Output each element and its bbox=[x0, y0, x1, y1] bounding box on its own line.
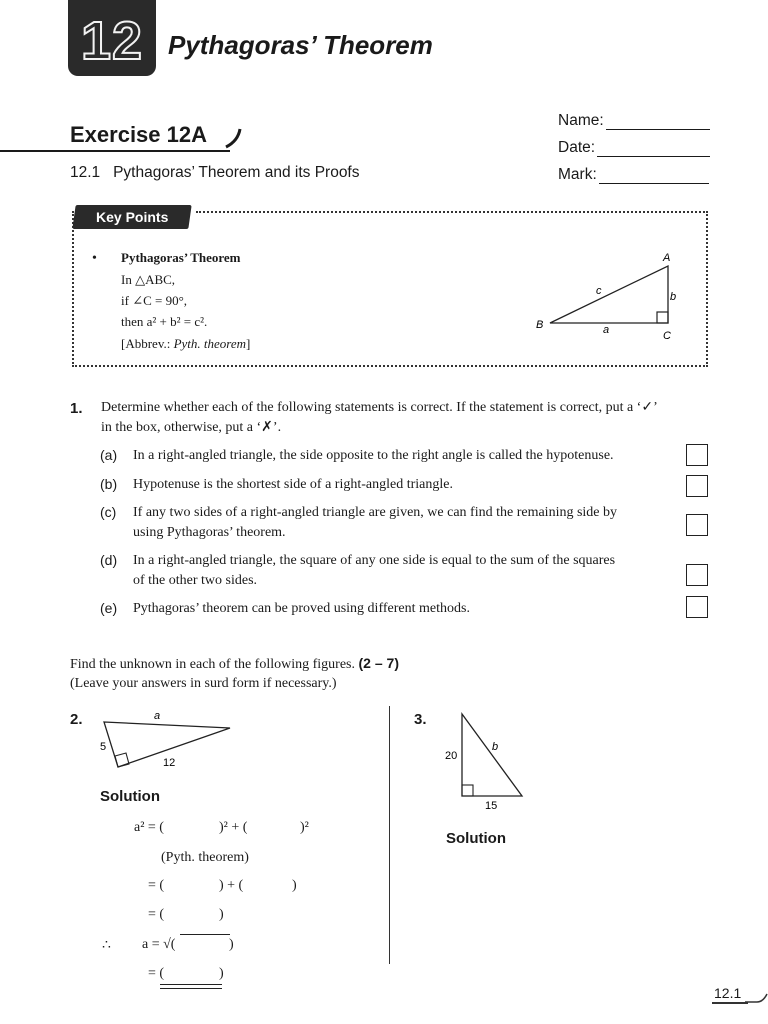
key-points-triangle-figure bbox=[532, 250, 692, 345]
question-2-triangle-figure bbox=[96, 706, 240, 774]
question-3-triangle-figure bbox=[440, 708, 530, 814]
key-point-line1: In △ABC, bbox=[121, 272, 176, 287]
answer-double-underline bbox=[160, 984, 222, 989]
part-c-label: (c) bbox=[100, 504, 117, 520]
right-angle-marker bbox=[657, 312, 668, 323]
part-d-text-line2: of the other two sides. bbox=[133, 573, 258, 588]
question-3-triangle-shape bbox=[462, 714, 522, 796]
solution-line1-end: )² bbox=[300, 820, 309, 835]
solution-line5-lhs: a = √( bbox=[142, 937, 176, 952]
key-points-bullet: • bbox=[92, 251, 97, 266]
question-2-number: 2. bbox=[70, 711, 83, 728]
part-b-text: Hypotenuse is the shortest side of a right-angled triangle. bbox=[133, 477, 453, 492]
part-b-answer-box[interactable] bbox=[686, 475, 708, 497]
question-3-side-20-label: 20 bbox=[445, 750, 458, 762]
mark-label: Mark: bbox=[558, 166, 597, 183]
mark-field[interactable] bbox=[558, 166, 709, 184]
question-1-line2: in the box, otherwise, put a ‘✗’. bbox=[101, 420, 282, 435]
key-points-label: Key Points bbox=[72, 205, 191, 229]
question-3-right-angle-marker bbox=[462, 785, 473, 796]
question-2-side-12-label: 12 bbox=[163, 757, 176, 769]
column-divider bbox=[389, 706, 390, 964]
solution-line1-lhs: a² = ( bbox=[134, 820, 164, 835]
instructions-line2: (Leave your answers in surd form if necessary.) bbox=[70, 676, 337, 691]
chapter-title: Pythagoras’ Theorem bbox=[168, 30, 433, 60]
sqrt-vinculum bbox=[180, 934, 230, 935]
solution-line2-note: (Pyth. theorem) bbox=[161, 850, 249, 865]
triangle-abc-shape bbox=[550, 266, 668, 323]
swoosh-decoration-icon bbox=[224, 127, 244, 149]
solution-line5-end: ) bbox=[229, 937, 234, 952]
solution-line3-lhs: = ( bbox=[148, 878, 165, 893]
name-blank[interactable] bbox=[606, 117, 710, 130]
part-e-text: Pythagoras’ theorem can be proved using different methods. bbox=[133, 601, 470, 616]
question-2-solution-title: Solution bbox=[100, 788, 160, 805]
side-c-label: c bbox=[596, 285, 602, 297]
question-1-line1: Determine whether each of the following statements is correct. If the statement is correct, put a ‘✓’ bbox=[101, 400, 658, 415]
part-e-label: (e) bbox=[100, 600, 118, 616]
key-point-line3: then a² + b² = c². bbox=[121, 314, 208, 329]
part-d-answer-box[interactable] bbox=[686, 564, 708, 586]
key-point-abbrev: [Abbrev.: Pyth. theorem] bbox=[121, 336, 251, 351]
date-field[interactable] bbox=[558, 139, 710, 157]
page-number: 12.1 bbox=[714, 985, 742, 1001]
part-b-label: (b) bbox=[100, 476, 118, 492]
solution-line3-mid: ) + ( bbox=[219, 878, 244, 893]
name-label: Name: bbox=[558, 112, 604, 129]
question-2-side-a-label: a bbox=[154, 710, 161, 722]
solution-line6-lhs: = ( bbox=[148, 966, 165, 981]
question-2-right-angle-marker bbox=[115, 753, 129, 767]
solution-therefore-symbol: ∴ bbox=[102, 938, 111, 953]
instructions-line1: Find the unknown in each of the following figures. (2 – 7) bbox=[70, 655, 399, 672]
vertex-b-label: B bbox=[536, 319, 544, 331]
question-3-number: 3. bbox=[414, 711, 427, 728]
solution-line1-mid: )² + ( bbox=[219, 820, 248, 835]
key-point-line2: if ∠C = 90°, bbox=[121, 293, 188, 308]
part-a-answer-box[interactable] bbox=[686, 444, 708, 466]
key-point-heading: Pythagoras’ Theorem bbox=[121, 250, 241, 265]
question-3-side-15-label: 15 bbox=[485, 800, 498, 812]
solution-line3-end: ) bbox=[292, 878, 297, 893]
side-b-label: b bbox=[670, 291, 677, 303]
solution-line6-end: ) bbox=[219, 966, 224, 981]
section-title: 12.1 Pythagoras’ Theorem and its Proofs bbox=[70, 164, 360, 181]
key-points-top-border bbox=[196, 211, 708, 213]
question-2-side-5-label: 5 bbox=[100, 741, 107, 753]
chapter-number: 12 bbox=[80, 11, 144, 71]
name-field[interactable] bbox=[558, 112, 710, 130]
side-a-label: a bbox=[603, 324, 610, 336]
page-number-underline bbox=[712, 1002, 748, 1004]
date-label: Date: bbox=[558, 139, 596, 156]
part-c-text-line1: If any two sides of a right-angled triangle are given, we can find the remaining side by bbox=[133, 505, 618, 520]
question-1-number: 1. bbox=[70, 400, 83, 417]
date-blank[interactable] bbox=[597, 144, 710, 157]
vertex-a-label: A bbox=[663, 252, 671, 264]
solution-line4-lhs: = ( bbox=[148, 907, 165, 922]
vertex-c-label: C bbox=[663, 330, 671, 342]
exercise-underline bbox=[0, 150, 230, 152]
page-corner-swoosh-icon bbox=[745, 990, 768, 1004]
part-e-answer-box[interactable] bbox=[686, 596, 708, 618]
exercise-title: Exercise 12A bbox=[70, 122, 207, 147]
mark-blank[interactable] bbox=[599, 171, 709, 184]
part-a-label: (a) bbox=[100, 447, 118, 463]
chapter-number-tab bbox=[68, 0, 156, 76]
part-d-label: (d) bbox=[100, 552, 118, 568]
part-a-text: In a right-angled triangle, the side opposite to the right angle is called the hypotenuse. bbox=[133, 448, 614, 463]
part-d-text-line1: In a right-angled triangle, the square of any one side is equal to the sum of the squares bbox=[133, 553, 616, 568]
part-c-answer-box[interactable] bbox=[686, 514, 708, 536]
part-c-text-line2: using Pythagoras’ theorem. bbox=[133, 525, 286, 540]
question-3-solution-title: Solution bbox=[446, 830, 506, 847]
question-3-side-b-label: b bbox=[492, 741, 499, 753]
solution-line4-end: ) bbox=[219, 907, 224, 922]
